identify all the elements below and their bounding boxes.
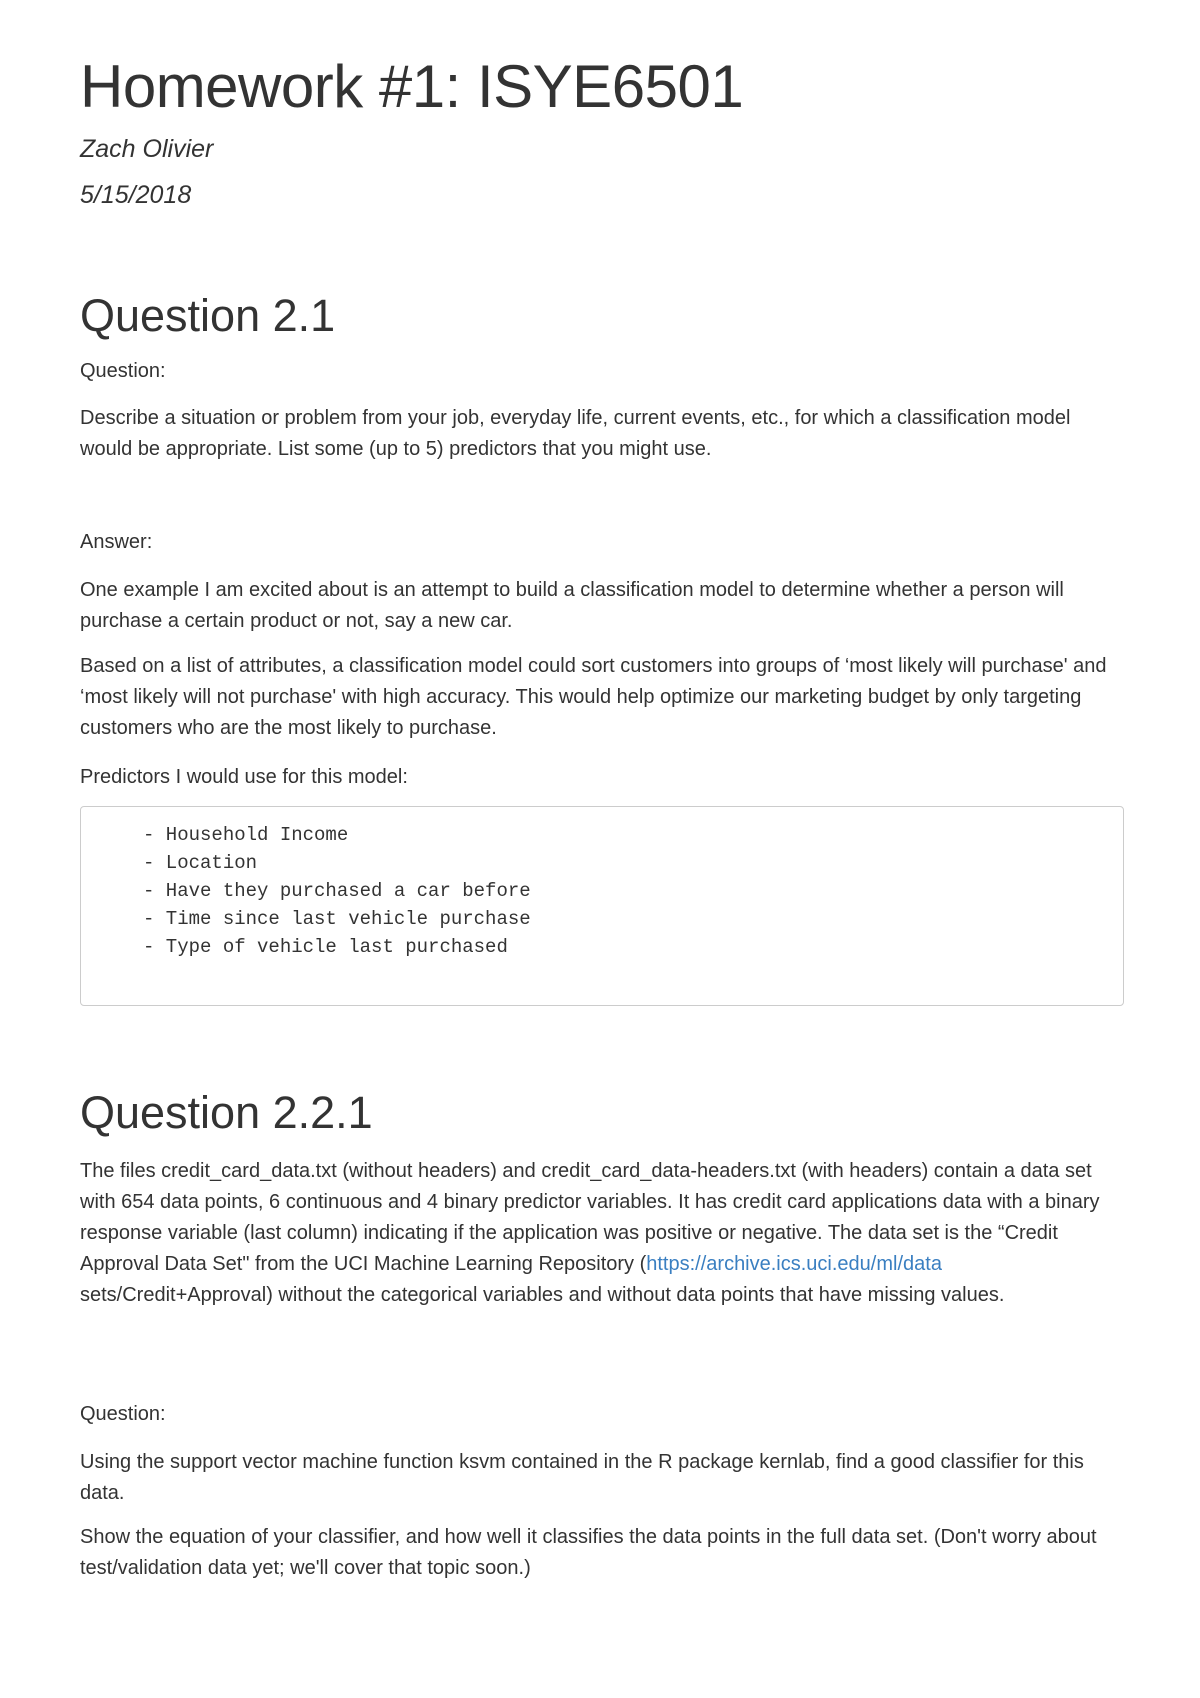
predictors-list [143, 821, 531, 961]
predictors-label: Predictors I would use for this model: [80, 766, 408, 788]
predictor-item: - Have they purchased a car before [143, 880, 531, 902]
predictors-code-block [80, 806, 1124, 1006]
dataset-description-text-cont: sets/Credit+Approval) without the categorical variables and without data points that have missing values. [80, 1284, 1005, 1306]
question-label-2: Question: [80, 1403, 166, 1425]
predictor-item: - Location [143, 852, 258, 874]
section-heading-q2-1: Question 2.1 [80, 290, 336, 341]
predictor-item: - Time since last vehicle purchase [143, 908, 531, 930]
page-title: Homework #1: ISYE6501 [80, 53, 744, 120]
question-paragraph-2: Show the equation of your classifier, and how well it classifies the data points in the full data set. (Don't worry about test/validation data yet; we'll cover that topic soon.) [80, 1526, 1097, 1579]
uci-repository-link[interactable]: https://archive.ics.uci.edu/ml/data [646, 1253, 942, 1275]
document-date: 5/15/2018 [80, 181, 192, 209]
answer-paragraph-2: Based on a list of attributes, a classification model could sort customers into groups of ‘most likely will purchase' and ‘most likely will not purchase' with high accuracy. This would help optimize our marketing budget by only targeting customers who are the most likely to purchase. [80, 655, 1107, 739]
predictor-item: - Type of vehicle last purchased [143, 936, 508, 958]
question-text: Describe a situation or problem from your job, everyday life, current events, etc., for which a classification model would be appropriate. List some (up to 5) predictors that you might use. [80, 407, 1071, 460]
author-name: Zach Olivier [80, 135, 214, 163]
question-paragraph-1: Using the support vector machine function ksvm contained in the R package kernlab, find a good classifier for this data. [80, 1451, 1084, 1504]
dataset-description [80, 1156, 1125, 1311]
predictor-item: - Household Income [143, 824, 349, 846]
answer-paragraph-1: One example I am excited about is an attempt to build a classification model to determine whether a person will purchase a certain product or not, say a new car. [80, 579, 1064, 632]
question-label: Question: [80, 360, 166, 382]
dataset-description-text: The files credit_card_data.txt (without headers) and credit_card_data-headers.txt (with headers) contain a data set with 654 data points, 6 continuous and 4 binary predictor variables. It has credit card applications data with a binary response variable (last column) indicating if the application was positive or negative. The data set is the “Credit Approval Data Set" from the UCI Machine Learning Repository ( [80, 1160, 1100, 1275]
section-heading-q2-2-1: Question 2.2.1 [80, 1087, 373, 1138]
answer-label: Answer: [80, 531, 153, 553]
